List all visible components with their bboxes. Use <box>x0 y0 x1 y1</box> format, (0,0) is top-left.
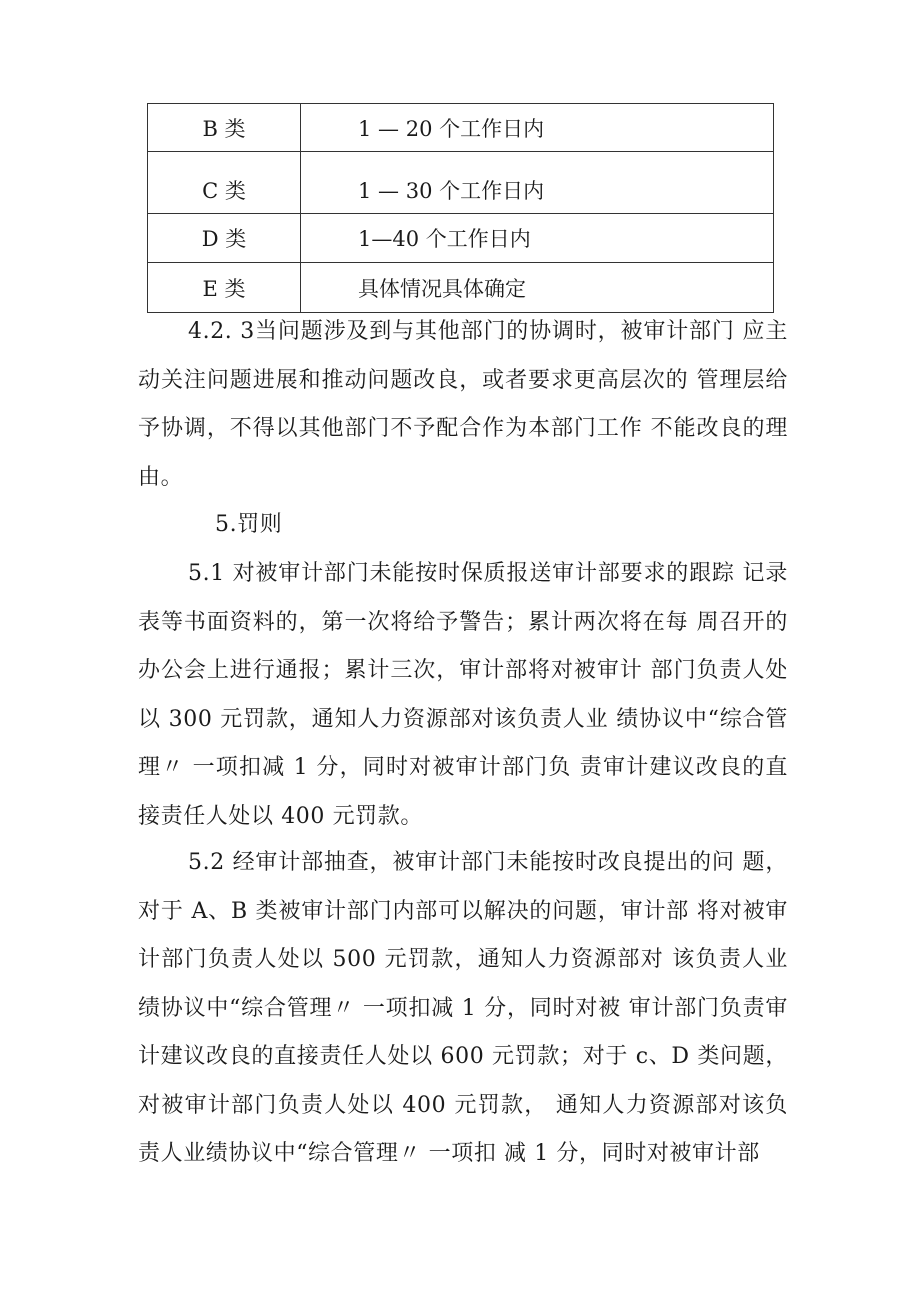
category-cell: B 类 <box>148 104 301 152</box>
paragraph-text: 5.2 经审计部抽查，被审计部门未能按时改良提出的问 题，对于 A、B 类被审计部门内部可以解决的问题，审计部 将对被审计部门负责人处以 500 元罚款，通知人力资源部对 该负责人业绩协议中“综合管理〃 一项扣减 1 分，同时对被 审计部门负责审计建议改良的直接责任人处以 600 元罚款；对于 c、D 类问题，对被审计部门负责人处以 400 元罚款， 通知人力资源部对该负责人业绩协议中“综合管理〃 一项扣 减 1 分，同时对被审计部 <box>138 850 788 1166</box>
paragraph-5-1 <box>138 550 788 841</box>
paragraph-5-2 <box>138 839 788 1179</box>
category-cell: E 类 <box>148 263 301 313</box>
table-row <box>148 214 774 263</box>
table-row <box>148 263 774 313</box>
category-cell: C 类 <box>148 152 301 214</box>
duration-cell: 1—40 个工作日内 <box>301 214 774 263</box>
table-row <box>148 152 774 214</box>
duration-cell: 1 — 30 个工作日内 <box>301 152 774 214</box>
paragraph-text: 5.1 对被审计部门未能按时保质报送审计部要求的跟踪 记录表等书面资料的，第一次将给予警告；累计两次将在每 周召开的办公会上进行通报；累计三次，审计部将对被审计 部门负责人处以 300 元罚款，通知人力资源部对该负责人业 绩协议中“综合管理〃 一项扣减 1 分，同时对被审计部门负 责审计建议改良的直接责任人处以 400 元罚款。 <box>138 561 788 829</box>
deadline-table <box>147 103 774 313</box>
category-cell: D 类 <box>148 214 301 263</box>
duration-cell: 1 — 20 个工作日内 <box>301 104 774 152</box>
paragraph-4-2-3 <box>138 308 788 502</box>
paragraph-text: 4.2. 3当问题涉及到与其他部门的协调时，被审计部门 应主动关注问题进展和推动问题改良，或者要求更高层次的 管理层给予协调，不得以其他部门不予配合作为本部门工作 不能改良的理由。 <box>138 319 788 490</box>
duration-cell: 具体情况具体确定 <box>301 263 774 313</box>
section-heading-5: 5.罚则 <box>215 512 283 537</box>
table-row <box>148 104 774 152</box>
